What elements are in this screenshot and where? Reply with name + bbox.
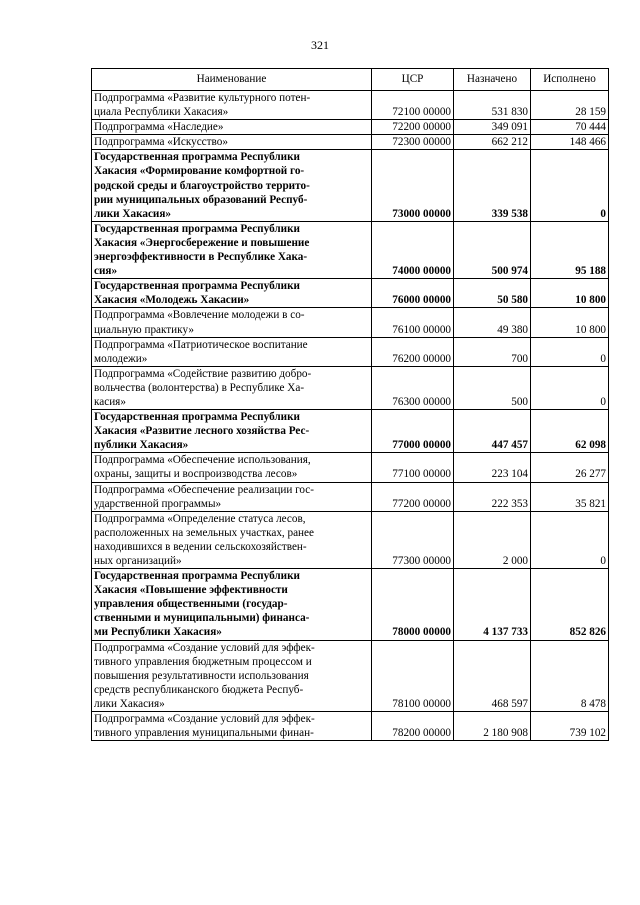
row-code: 77100 00000 bbox=[372, 453, 454, 482]
row-name: Подпрограмма «Определение статуса лесов, расположенных на земельных участках, ранее находившихся в ведении сельскохозяйствен- ных организаций» bbox=[92, 511, 372, 568]
row-name: Подпрограмма «Развитие культурного потен- циала Республики Хакасия» bbox=[92, 91, 372, 120]
row-done: 26 277 bbox=[531, 453, 609, 482]
row-plan: 50 580 bbox=[454, 279, 531, 308]
row-plan: 339 538 bbox=[454, 150, 531, 221]
row-name: Государственная программа Республики Хакасия «Повышение эффективности управления общественными (государ- ственными и муниципальными) финанса- ми Республики Хакасия» bbox=[92, 569, 372, 640]
row-plan: 4 137 733 bbox=[454, 569, 531, 640]
row-code: 76200 00000 bbox=[372, 337, 454, 366]
row-done: 70 444 bbox=[531, 120, 609, 135]
row-done: 8 478 bbox=[531, 640, 609, 711]
row-done: 0 bbox=[531, 150, 609, 221]
table-row bbox=[92, 453, 609, 482]
row-plan: 222 353 bbox=[454, 482, 531, 511]
page-number: 321 bbox=[311, 38, 329, 52]
table-row bbox=[92, 91, 609, 120]
row-done: 10 800 bbox=[531, 308, 609, 337]
row-plan: 2 180 908 bbox=[454, 712, 531, 741]
row-plan: 49 380 bbox=[454, 308, 531, 337]
row-code: 72100 00000 bbox=[372, 91, 454, 120]
row-done: 0 bbox=[531, 337, 609, 366]
row-done: 10 800 bbox=[531, 279, 609, 308]
row-done: 95 188 bbox=[531, 221, 609, 278]
row-name: Подпрограмма «Создание условий для эффек- тивного управления муниципальными финан- bbox=[92, 712, 372, 741]
table-row bbox=[92, 150, 609, 221]
row-code: 78100 00000 bbox=[372, 640, 454, 711]
header-name: Наименование bbox=[92, 69, 372, 91]
table-row bbox=[92, 308, 609, 337]
table-row bbox=[92, 279, 609, 308]
row-done: 739 102 bbox=[531, 712, 609, 741]
row-code: 78000 00000 bbox=[372, 569, 454, 640]
row-plan: 500 bbox=[454, 366, 531, 409]
table-row bbox=[92, 511, 609, 568]
row-done: 35 821 bbox=[531, 482, 609, 511]
row-plan: 468 597 bbox=[454, 640, 531, 711]
row-name: Государственная программа Республики Хакасия «Энергосбережение и повышение энергоэффективности в Республике Хака- сия» bbox=[92, 221, 372, 278]
row-code: 72200 00000 bbox=[372, 120, 454, 135]
row-name: Государственная программа Республики Хакасия «Формирование комфортной го- родской среды и благоустройство террито- рии муниципальных образований Респуб- лики Хакасия» bbox=[92, 150, 372, 221]
row-done: 28 159 bbox=[531, 91, 609, 120]
table-row bbox=[92, 135, 609, 150]
row-plan: 662 212 bbox=[454, 135, 531, 150]
row-plan: 349 091 bbox=[454, 120, 531, 135]
row-done: 148 466 bbox=[531, 135, 609, 150]
row-code: 77000 00000 bbox=[372, 410, 454, 453]
row-name: Государственная программа Республики Хакасия «Развитие лесного хозяйства Рес- публики Хакасия» bbox=[92, 410, 372, 453]
header-plan: Назначено bbox=[454, 69, 531, 91]
row-plan: 447 457 bbox=[454, 410, 531, 453]
row-code: 74000 00000 bbox=[372, 221, 454, 278]
row-name: Подпрограмма «Содействие развитию добро- вольчества (волонтерства) в Республике Ха- касия» bbox=[92, 366, 372, 409]
row-plan: 500 974 bbox=[454, 221, 531, 278]
row-plan: 223 104 bbox=[454, 453, 531, 482]
row-done: 62 098 bbox=[531, 410, 609, 453]
row-code: 72300 00000 bbox=[372, 135, 454, 150]
table-row bbox=[92, 120, 609, 135]
row-code: 76300 00000 bbox=[372, 366, 454, 409]
row-plan: 700 bbox=[454, 337, 531, 366]
table-row bbox=[92, 366, 609, 409]
table-row bbox=[92, 640, 609, 711]
row-plan: 2 000 bbox=[454, 511, 531, 568]
row-name: Подпрограмма «Патриотическое воспитание молодежи» bbox=[92, 337, 372, 366]
row-name: Государственная программа Республики Хакасия «Молодежь Хакасии» bbox=[92, 279, 372, 308]
row-code: 77300 00000 bbox=[372, 511, 454, 568]
table-header-row bbox=[92, 69, 609, 91]
row-done: 852 826 bbox=[531, 569, 609, 640]
row-name: Подпрограмма «Создание условий для эффек- тивного управления бюджетным процессом и повышения результативности использования средств республиканского бюджета Респуб- лики Хакасия» bbox=[92, 640, 372, 711]
row-code: 78200 00000 bbox=[372, 712, 454, 741]
row-name: Подпрограмма «Наследие» bbox=[92, 120, 372, 135]
row-name: Подпрограмма «Вовлечение молодежи в со- циальную практику» bbox=[92, 308, 372, 337]
row-name: Подпрограмма «Искусство» bbox=[92, 135, 372, 150]
table-body bbox=[92, 91, 609, 741]
row-name: Подпрограмма «Обеспечение использования, охраны, защиты и воспроизводства лесов» bbox=[92, 453, 372, 482]
row-code: 73000 00000 bbox=[372, 150, 454, 221]
header-code: ЦСР bbox=[372, 69, 454, 91]
row-plan: 531 830 bbox=[454, 91, 531, 120]
row-code: 76000 00000 bbox=[372, 279, 454, 308]
row-code: 76100 00000 bbox=[372, 308, 454, 337]
row-name: Подпрограмма «Обеспечение реализации гос- ударственной программы» bbox=[92, 482, 372, 511]
row-code: 77200 00000 bbox=[372, 482, 454, 511]
header-done: Исполнено bbox=[531, 69, 609, 91]
table-row bbox=[92, 482, 609, 511]
table-row bbox=[92, 337, 609, 366]
table-row bbox=[92, 410, 609, 453]
table-row bbox=[92, 221, 609, 278]
row-done: 0 bbox=[531, 366, 609, 409]
table-row bbox=[92, 712, 609, 741]
budget-table bbox=[91, 68, 609, 741]
row-done: 0 bbox=[531, 511, 609, 568]
table-row bbox=[92, 569, 609, 640]
